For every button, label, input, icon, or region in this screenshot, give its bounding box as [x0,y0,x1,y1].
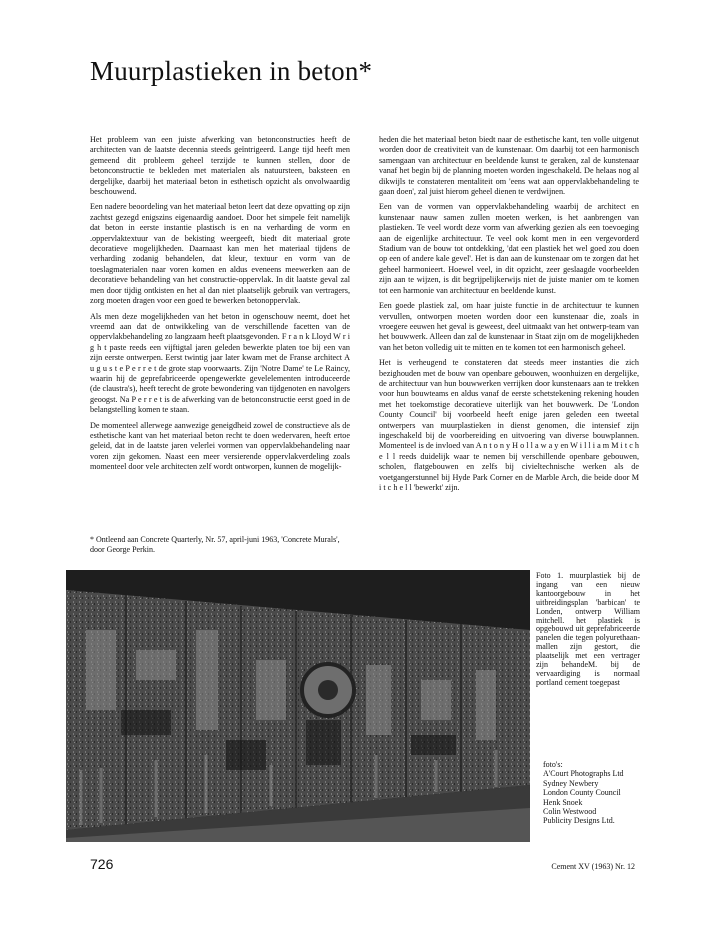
paragraph: De momenteel allerwege aanwezige geneigdheid zowel de constructieve als de esthetische kant van het materiaal beton recht te doen wedervaren, heeft ertoe geleid, dat in de laatste jaren velerlei vormen van oppervlakbehandeling naar voren zijn gekomen. Naast een meer versierende oppervlakverdeling zoals momenteel door vele architecten zelf wordt ontworpen, kunnen de mogelijk- [90,420,350,472]
article-title: Muurplastieken in beton* [90,56,373,86]
paragraph: Het is verheugend te constateren dat steeds meer instanties die zich bezighouden met de bouw van openbare gebouwen, woonhuizen en dergelijke, de architectuur van hun bouwwerken verrijken door kunstenaars aan te trekken voor hun bouwteams en aldus vanaf de eerste schetstekening rekening houden met het toekomstige decoratieve uiterlijk van het bouwwerk. De 'London County Council' bij voorbeeld heeft enige jaren geleden een tweetal ontwerpers van muurplastieken in dienst genomen, die intensief zijn ingeschakeld bij de voorbereiding en uitvoering van diverse bouwplannen. Momenteel is de invloed van A n t o n y H o l l a w a y en W i l l i a m M i t c h e l l reeds duidelijk waar te nemen bij verschillende openbare gebouwen, scholen, flatgebouwen en zelfs bij civieltechnische werken als de voetgangerstunnel bij Hyde Park Corner en de Marble Arch, die beide door M i t c h e l l 'bewerkt' zijn. [379,358,639,492]
footnote: * Ontleend aan Concrete Quarterly, Nr. 57, april-juni 1963, 'Concrete Murals', door George Perkin. [90,535,340,554]
credit-line: London County Council [543,788,621,798]
left-column [90,135,350,478]
credit-line: Colin Westwood [543,807,597,817]
mural-photo [66,570,530,842]
concrete-mural-illustration [66,570,530,842]
credit-line: A'Court Photographs Ltd [543,769,624,779]
paragraph: Een goede plastiek zal, om haar juiste functie in de architectuur te kunnen vervullen, ontworpen moeten worden door een kunstenaar die, zoals in vroegere eeuwen het geval is geweest, deel uitmaakt van het ontwerp-team van het bouwwerk. Alleen dan zal de kunstenaar in Staat zijn om de mogelijkheden van het beton volledig uit te mitten en te komen tot een harmonisch geheel. [379,301,639,352]
paragraph: Een nadere beoordeling van het materiaal beton leert dat deze opvatting op zijn zachtst gezegd enigszins eigenaardig aandoet. Door het simpele feit namelijk dat beton in eerste instantie plastisch is en na verharding de vorm en .oppervlaktextuur van de bekisting weergeeft, biedt dit materiaal grote decoratieve mogelijkheden. Daarnaast kan men het materiaal tijdens de verharding zodanig behandelen, dat kleur, textuur en vorm van de toeslagmaterialen naar voren komen en aldus eveneens meewerken aan de decoratieve behandeling van het constructie-oppervlak. In dit laatste geval zal men door tijdig ontkisten en het al dan niet plaatselijk gebruik van vertragers, zorg moeten dragen voor een goed te bewerken betonoppervlak. [90,202,350,306]
credit-line: Sydney Newbery [543,778,599,788]
figure-caption: Foto 1. muurplastiek bij de ingang van een nieuw kantoorgebouw in het uitbreidingsplan 'barbican' te Londen, ontwerp William mitchell. het plastiek is opgebouwd uit geprefabriceerde panelen die tegen polyurethaan-mallen zijn gestort, die plaatselijk met een vertrager zijn behandeM. bij de vervaardiging is normaal portland cement toegepast [536,571,640,687]
page-number: 726 [90,856,114,872]
paragraph: heden die het materiaal beton biedt naar de esthetische kant, ten volle uitgenut worden door de creativiteit van de kunstenaar. Om daarbij tot een harmonisch samengaan van architectuur en beeldende kunst te geraken, zal de kunstenaar vanaf het begin bij de planning moeten worden ingeschakeld. De helaas nog al dikwijls te constateren mentaliteit om 'eens wat aan oppervlakbehandeling te gaan doen', zal juist hierom geheel dienen te verdwijnen. [379,135,639,197]
paragraph: Als men deze mogelijkheden van het beton in ogenschouw neemt, doet het vreemd aan dat de ontwikkeling van de verschillende facetten van de oppervlakbehandeling zo langzaam heeft plaatsgevonden. F r a n k Lloyd W r i g h t paste reeds een vijftigtal jaren geleden bewerkte platen toe bij een van zijn eerste ontwerpen. Eerst twintig jaar later kwam met de Franse architect A u g u s t e P e r r e t de grote stap voorwaarts. Zijn 'Notre Dame' te Le Raincy, waarin hij de geprefabriceerde opengewerkte gevelelementen introduceerde (de claustra's), heeft terecht de grote bewondering van tijdgenoten en navolgers geoogst. Na P e r r e t is de afwerking van de betonconstructie eerst goed in de belangstelling komen te staan. [90,311,350,415]
credit-line: Henk Snoek [543,797,583,807]
issue-reference: Cement XV (1963) Nr. 12 [551,862,635,871]
credit-line: Publicity Designs Ltd. [543,816,615,826]
right-column [379,135,639,498]
photo-credits [543,760,653,826]
paragraph: Het probleem van een juiste afwerking van betonconstructies heeft de architecten van de laatste decennia steeds geïntrigeerd. Lange tijd heeft men gemeend dit probleem geheel terzijde te kunnen stellen, door de betonconstructie te bekleden met materialen als natuursteen, baksteen en dergelijke, daarbij het materiaal beton in esthetisch opzicht als onvolwaardig beschouwend. [90,135,350,197]
paragraph: Een van de vormen van oppervlakbehandeling waarbij de architect en kunstenaar nauw samen zullen moeten werken, is het aanbrengen van plastieken. Te veel wordt deze vorm van afwerking gezien als een toevoeging aan de eigenlijke architectuur. Te veel ook komt men in een vergevorderd Stadium van de bouw tot ontdekking, 'dat een plastiek het wel goed zou doen op een of andere kale gevel'. Het is dan aan de kunstenaar om te zorgen dat het geheel harmonieert. Hoewel veel, in dit opzicht, zeer geslaagde voorbeelden zijn aan te wijzen, is dit begrijpelijkerwijs niet de juiste manier om te komen tot een harmonie van architectuur en beeldende kunst. [379,202,639,295]
credits-label: foto's: [543,760,563,769]
